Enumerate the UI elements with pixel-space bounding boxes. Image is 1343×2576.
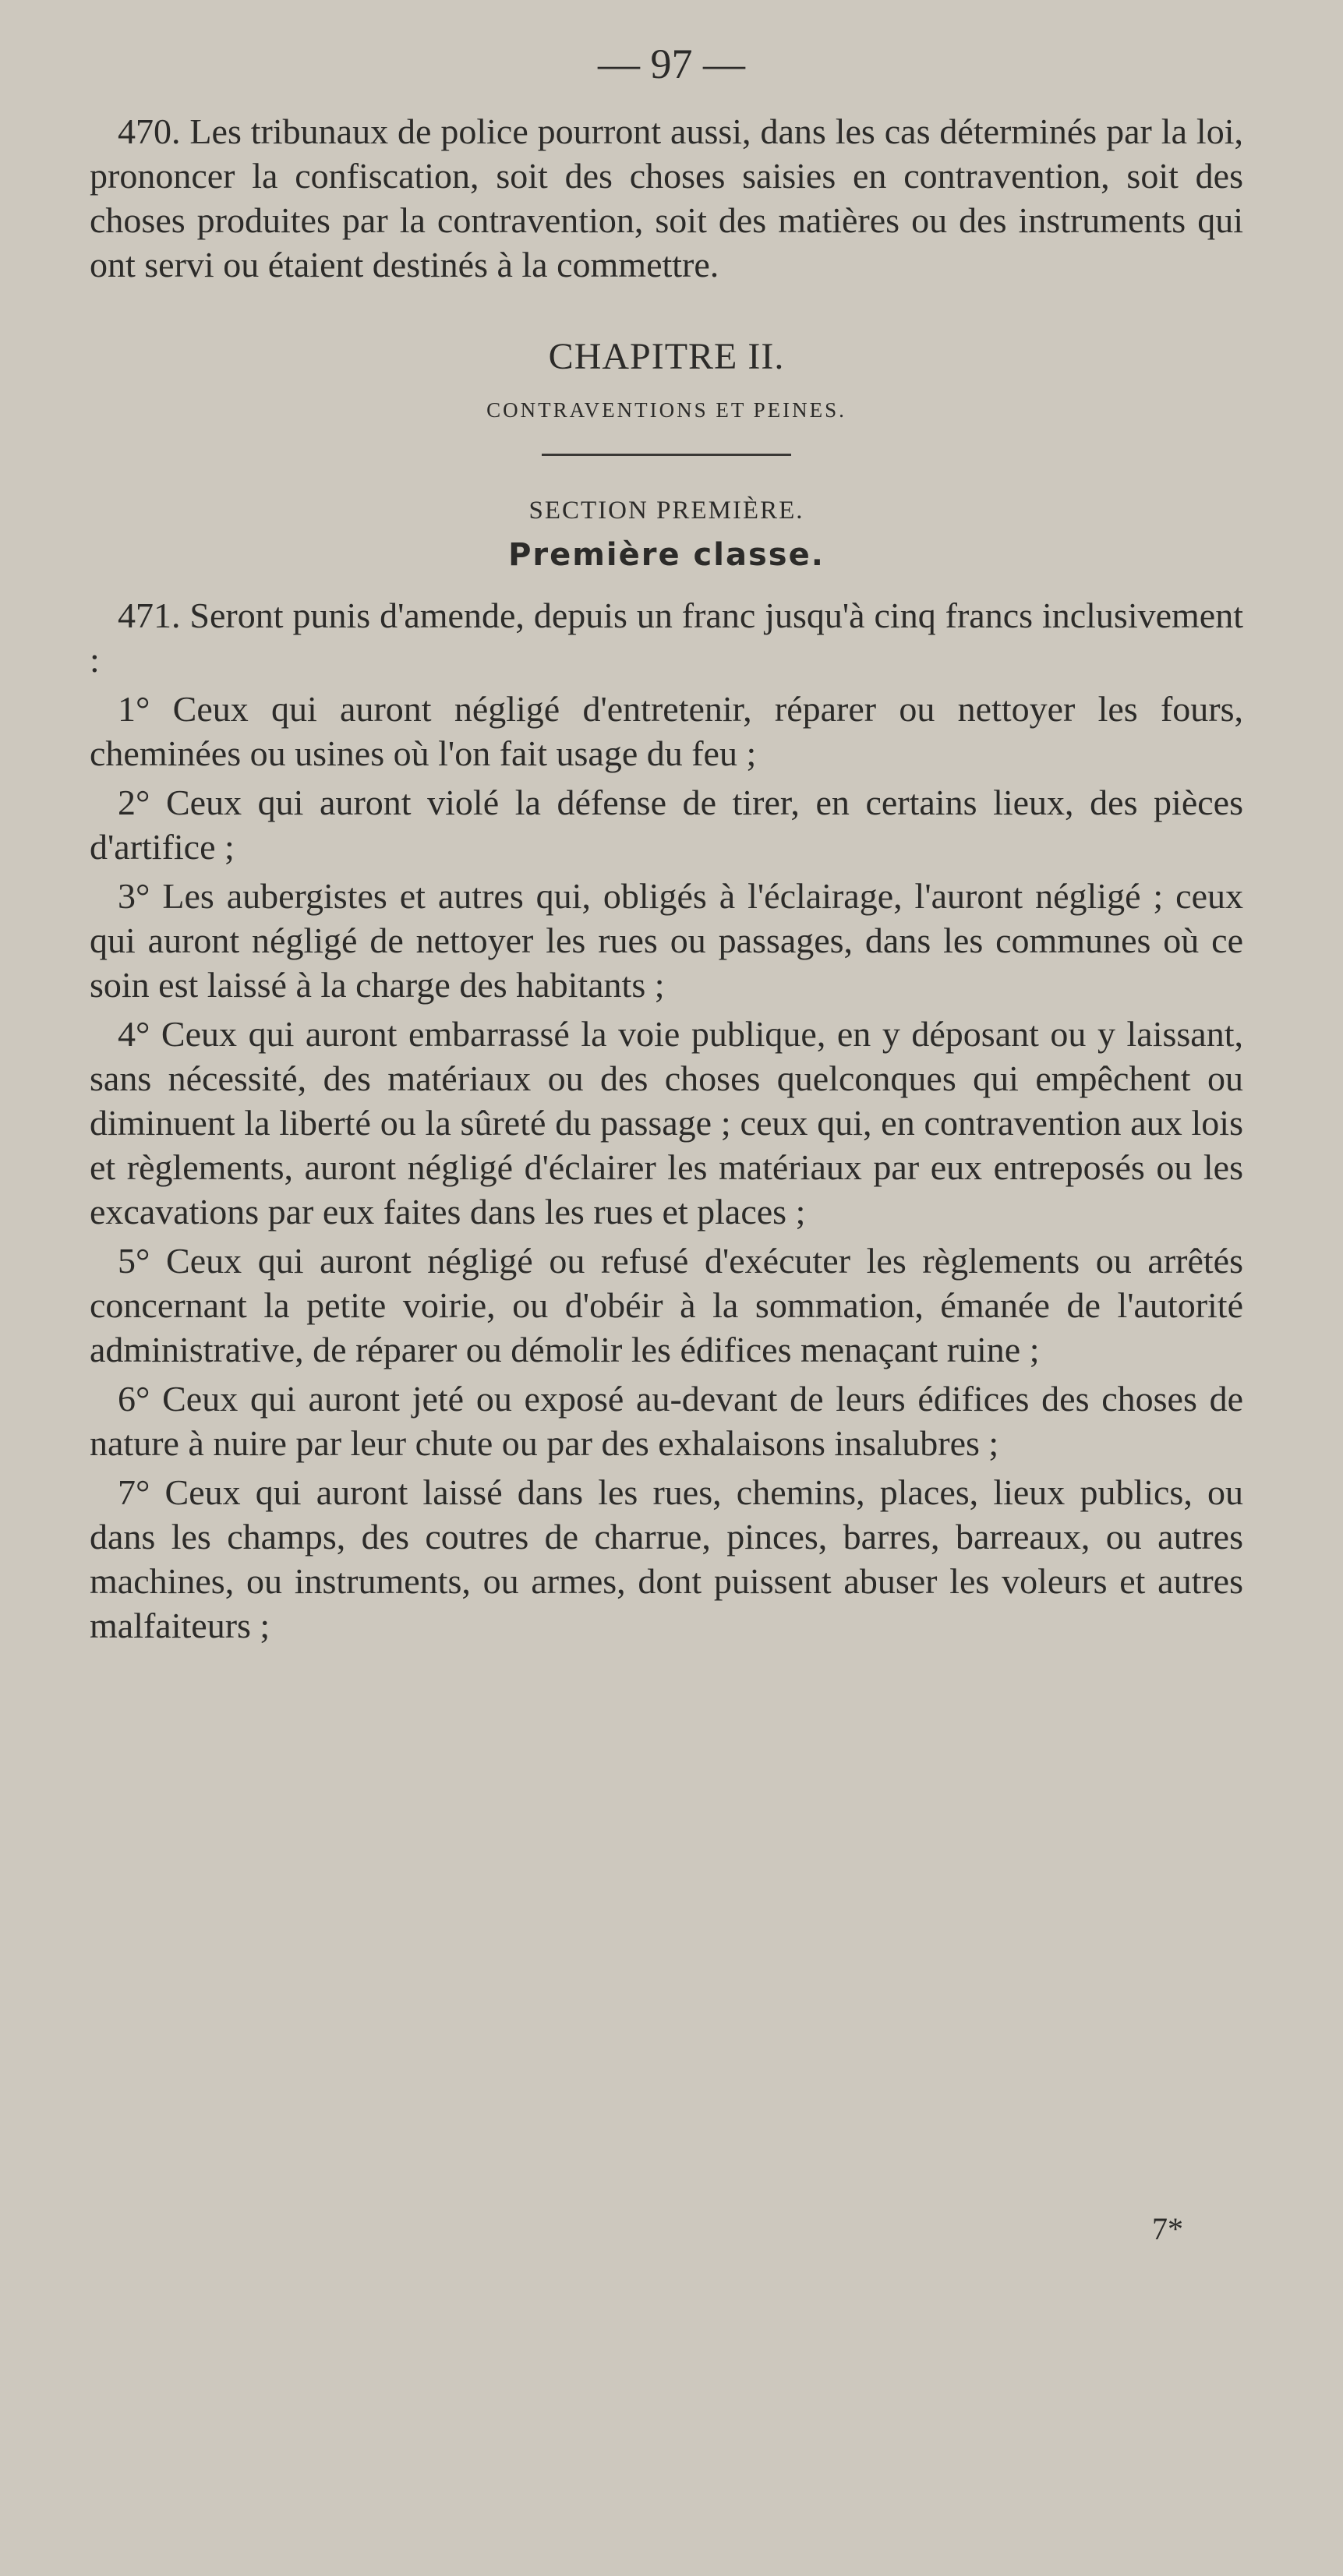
list-item-5: 5° Ceux qui auront négligé ou refusé d'exécuter les règlements ou arrêtés concernant la petite voirie, ou d'obéir à la sommation, émanée de l'autorité administrative, de réparer ou démolir les édifices menaçant ruine ;	[90, 1241, 1243, 1369]
page-body	[90, 109, 1243, 1648]
article-470: 470. Les tribunaux de police pourront aussi, dans les cas déterminés par la loi, prononcer la confiscation, soit des choses saisies en contravention, soit des choses produites par la contravention, soit des matières ou des instruments qui ont servi ou étaient destinés à la commettre.	[90, 111, 1243, 284]
list-item-6: 6° Ceux qui auront jeté ou exposé au-devant de leurs édifices des choses de nature à nuire par leur chute ou par des exhalaisons insalubres ;	[90, 1379, 1243, 1463]
list-item-2: 2° Ceux qui auront violé la défense de tirer, en certains lieux, des pièces d'artifice ;	[90, 783, 1243, 867]
list-item-1: 1° Ceux qui auront négligé d'entretenir, réparer ou nettoyer les fours, cheminées ou usines où l'on fait usage du feu ;	[90, 689, 1243, 773]
signature-mark: 7*	[1152, 2211, 1183, 2246]
chapter-title: CHAPITRE II.	[548, 336, 785, 377]
list-item-3: 3° Les aubergistes et autres qui, obligés à l'éclairage, l'auront négligé ; ceux qui auront négligé de nettoyer les rues ou passages, dans les communes où ce soin est laissé à la charge des habitants ;	[90, 876, 1243, 1005]
list-item-7: 7° Ceux qui auront laissé dans les rues, chemins, places, lieux publics, ou dans les champs, des coutres de charrue, pinces, barres, barreaux, ou autres machines, ou instruments, ou armes, dont puissent abuser les voleurs et autres malfaiteurs ;	[90, 1472, 1243, 1645]
page-number: — 97 —	[598, 41, 745, 87]
class-title: Première classe.	[508, 537, 825, 573]
article-471: 471. Seront punis d'amende, depuis un franc jusqu'à cinq francs inclusivement :	[90, 595, 1243, 680]
section-title: SECTION PREMIÈRE.	[528, 496, 804, 525]
chapter-subtitle: CONTRAVENTIONS ET PEINES.	[486, 398, 846, 422]
divider-rule	[542, 454, 791, 456]
list-item-4: 4° Ceux qui auront embarrassé la voie publique, en y déposant ou y laissant, sans nécessité, des matériaux ou des choses quelconques qui empêchent ou diminuent la liberté ou la sûreté du passage ; ceux qui, en contravention aux lois et règlements, auront négligé d'éclairer les matériaux par eux entreposés ou les excavations par eux faites dans les rues et places ;	[90, 1014, 1243, 1231]
